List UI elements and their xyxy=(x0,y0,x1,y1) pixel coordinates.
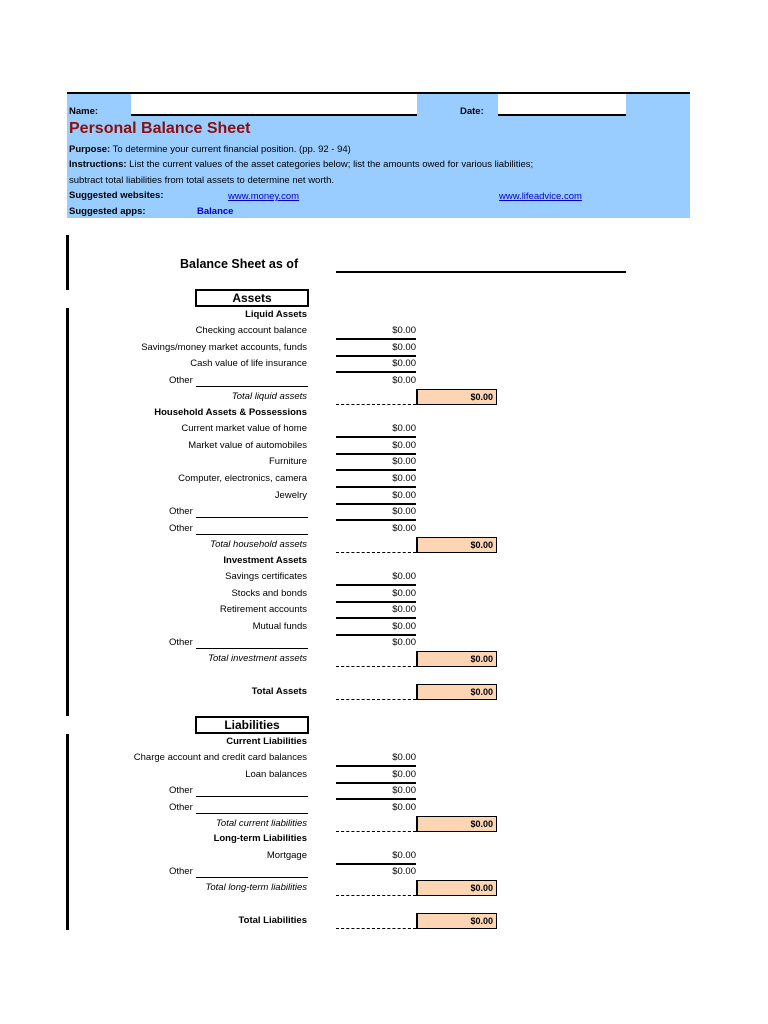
name-input[interactable] xyxy=(131,94,417,116)
left-border-bar xyxy=(66,734,69,930)
balance-sheet-as-of-label: Balance Sheet as of xyxy=(180,257,299,271)
total-row xyxy=(70,537,710,553)
table-row xyxy=(70,356,710,372)
row-label: Market value of automobiles xyxy=(188,440,307,451)
row-value[interactable]: $0.00 xyxy=(392,506,416,517)
table-row xyxy=(70,521,710,537)
purpose-line xyxy=(69,144,351,155)
table-row xyxy=(70,750,710,766)
instructions-label: Instructions: xyxy=(69,159,127,170)
table-row xyxy=(70,504,710,520)
liquid-assets-heading-row xyxy=(70,307,710,323)
row-value[interactable]: $0.00 xyxy=(392,342,416,353)
instructions-text: List the current values of the asset categories below; list the amounts owed for various liabilities; xyxy=(126,159,534,170)
row-value[interactable]: $0.00 xyxy=(392,588,416,599)
header-panel xyxy=(67,92,690,218)
other-description-input[interactable] xyxy=(196,648,308,649)
apps-label: Suggested apps: xyxy=(69,206,146,217)
table-row xyxy=(70,783,710,799)
other-description-input[interactable] xyxy=(196,517,308,518)
row-value[interactable]: $0.00 xyxy=(392,850,416,861)
row-value[interactable]: $0.00 xyxy=(392,375,416,386)
row-value[interactable]: $0.00 xyxy=(392,325,416,336)
row-label: Other xyxy=(169,802,193,813)
row-value[interactable]: $0.00 xyxy=(392,358,416,369)
total-value: $0.00 xyxy=(416,389,497,405)
total-label: Total current liabilities xyxy=(216,818,307,829)
other-description-input[interactable] xyxy=(196,877,308,878)
dashed-line xyxy=(336,928,416,929)
investment-assets-heading: Investment Assets xyxy=(223,555,307,566)
row-value[interactable]: $0.00 xyxy=(392,604,416,615)
row-value[interactable]: $0.00 xyxy=(392,473,416,484)
balance-sheet-date-input[interactable] xyxy=(336,271,626,273)
total-label: Total long-term liabilities xyxy=(205,882,307,893)
row-label: Charge account and credit card balances xyxy=(133,752,307,763)
row-value[interactable]: $0.00 xyxy=(392,752,416,763)
date-input[interactable] xyxy=(498,94,626,116)
row-label: Other xyxy=(169,523,193,534)
total-row xyxy=(70,651,710,667)
table-row xyxy=(70,602,710,618)
table-row xyxy=(70,438,710,454)
row-label: Stocks and bonds xyxy=(231,588,307,599)
total-label: Total household assets xyxy=(210,539,307,550)
row-value[interactable]: $0.00 xyxy=(392,571,416,582)
longterm-liabilities-heading-row xyxy=(70,831,710,847)
row-label: Current market value of home xyxy=(181,423,307,434)
table-row xyxy=(70,800,710,816)
row-value[interactable]: $0.00 xyxy=(392,440,416,451)
total-value: $0.00 xyxy=(416,880,497,896)
other-description-input[interactable] xyxy=(196,534,308,535)
table-row xyxy=(70,864,710,880)
total-label: Total investment assets xyxy=(208,653,307,664)
name-label: Name: xyxy=(69,106,99,117)
dashed-line xyxy=(336,699,416,700)
table-row xyxy=(70,848,710,864)
total-value: $0.00 xyxy=(416,816,497,832)
total-liabilities-label: Total Liabilities xyxy=(238,915,307,926)
total-assets-value: $0.00 xyxy=(416,684,497,700)
investment-assets-heading-row xyxy=(70,553,710,569)
row-label: Other xyxy=(169,375,193,386)
table-row xyxy=(70,373,710,389)
liquid-assets-heading: Liquid Assets xyxy=(245,309,307,320)
table-row xyxy=(70,586,710,602)
row-value[interactable]: $0.00 xyxy=(392,866,416,877)
row-label: Furniture xyxy=(268,456,307,467)
other-description-input[interactable] xyxy=(196,386,308,387)
row-label: Retirement accounts xyxy=(219,604,307,615)
row-label: Checking account balance xyxy=(195,325,307,336)
row-label: Computer, electronics, camera xyxy=(178,473,307,484)
total-label: Total liquid assets xyxy=(231,391,307,402)
other-description-input[interactable] xyxy=(196,813,308,814)
app-link-balance[interactable]: Balance xyxy=(197,206,234,217)
table-row xyxy=(70,323,710,339)
row-label: Jewelry xyxy=(274,490,307,501)
row-label: Mutual funds xyxy=(252,621,307,632)
row-label: Loan balances xyxy=(245,769,307,780)
table-row xyxy=(70,340,710,356)
table-row xyxy=(70,619,710,635)
row-value[interactable]: $0.00 xyxy=(392,621,416,632)
table-row xyxy=(70,635,710,651)
table-row xyxy=(70,454,710,470)
row-value[interactable]: $0.00 xyxy=(392,802,416,813)
table-row xyxy=(70,421,710,437)
websites-label: Suggested websites: xyxy=(69,190,164,201)
total-liabilities-value: $0.00 xyxy=(416,913,497,929)
total-row xyxy=(70,880,710,896)
instructions-text-2: subtract total liabilities from total assets to determine net worth. xyxy=(69,175,335,186)
table-row xyxy=(70,569,710,585)
row-label: Other xyxy=(169,866,193,877)
total-value: $0.00 xyxy=(416,651,497,667)
assets-heading: Assets xyxy=(195,289,309,307)
row-value[interactable]: $0.00 xyxy=(392,423,416,434)
longterm-liabilities-heading: Long-term Liabilities xyxy=(213,833,307,844)
row-value[interactable]: $0.00 xyxy=(392,637,416,648)
total-row xyxy=(70,389,710,405)
total-value: $0.00 xyxy=(416,537,497,553)
left-border-bar xyxy=(66,308,69,716)
dashed-line xyxy=(336,666,416,667)
row-value[interactable]: $0.00 xyxy=(392,769,416,780)
household-assets-heading-row xyxy=(70,405,710,421)
row-label: Savings certificates xyxy=(225,571,307,582)
website-link-lifeadvice[interactable]: www.lifeadvice.com xyxy=(499,191,582,202)
date-label: Date: xyxy=(460,106,484,117)
current-liabilities-heading: Current Liabilities xyxy=(226,736,307,747)
row-label: Other xyxy=(169,637,193,648)
left-border-bar xyxy=(66,235,69,290)
total-row xyxy=(70,816,710,832)
website-link-money[interactable]: www.money.com xyxy=(228,191,300,202)
total-liabilities-row xyxy=(70,913,710,929)
row-label: Cash value of life insurance xyxy=(190,358,307,369)
instructions-line xyxy=(69,159,533,170)
row-value[interactable]: $0.00 xyxy=(392,456,416,467)
row-label: Other xyxy=(169,785,193,796)
total-assets-row xyxy=(70,684,710,700)
purpose-label: Purpose: xyxy=(69,144,111,155)
other-description-input[interactable] xyxy=(196,796,308,797)
dashed-line xyxy=(336,895,416,896)
row-label: Savings/money market accounts, funds xyxy=(141,342,307,353)
current-liabilities-heading-row xyxy=(70,734,710,750)
liabilities-heading: Liabilities xyxy=(195,716,309,734)
page-title: Personal Balance Sheet xyxy=(69,120,251,137)
household-assets-heading: Household Assets & Possessions xyxy=(154,407,307,418)
row-value[interactable]: $0.00 xyxy=(392,490,416,501)
row-label: Other xyxy=(169,506,193,517)
row-value[interactable]: $0.00 xyxy=(392,785,416,796)
table-row xyxy=(70,471,710,487)
row-label: Mortgage xyxy=(266,850,307,861)
row-value[interactable]: $0.00 xyxy=(392,523,416,534)
total-assets-label: Total Assets xyxy=(251,686,307,697)
table-row xyxy=(70,767,710,783)
purpose-text: To determine your current financial position. (pp. 92 - 94) xyxy=(110,144,351,155)
table-row xyxy=(70,488,710,504)
